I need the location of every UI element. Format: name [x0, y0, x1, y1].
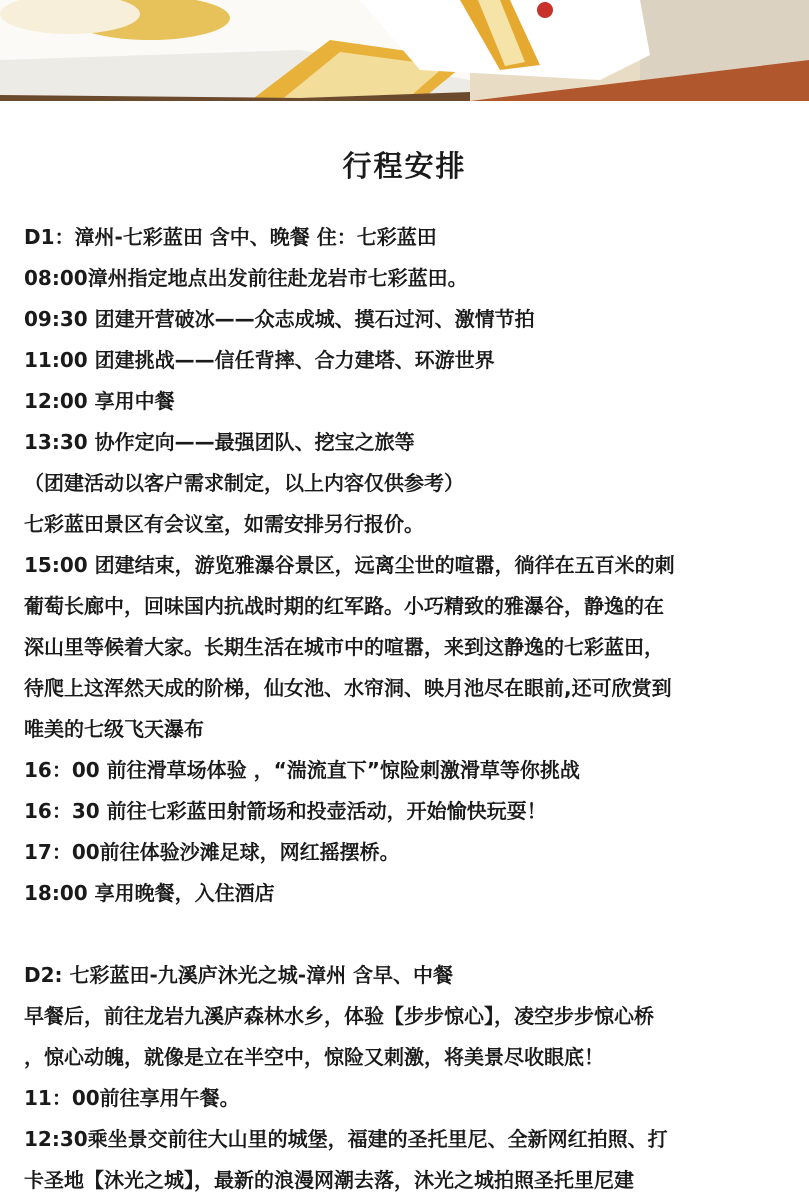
day2-line: 早餐后，前往龙岩九溪庐森林水乡，体验【步步惊心】，凌空步步惊心桥: [24, 1004, 654, 1028]
day2-line: 11：00前往享用午餐。: [24, 1086, 240, 1110]
day1-line: 08:00漳州指定地点出发前往赴龙岩市七彩蓝田。: [24, 266, 468, 290]
day1-line: 七彩蓝田景区有会议室，如需安排另行报价。: [24, 512, 424, 536]
itinerary-content: [24, 217, 789, 1201]
day1-line: 13:30 协作定向——最强团队、挖宝之旅等: [24, 430, 415, 454]
day2-line: 12:30乘坐景交前往大山里的城堡，福建的圣托里尼、全新网红拍照、打: [24, 1127, 668, 1151]
day1-line: 12:00 享用中餐: [24, 389, 175, 413]
day1-line: 葡萄长廊中，回味国内抗战时期的红军路。小巧精致的雅瀑谷，静逸的在: [24, 594, 664, 618]
day1-line: 16：30 前往七彩蓝田射箭场和投壶活动，开始愉快玩耍！: [24, 799, 547, 823]
hotel-room-icon: [0, 0, 809, 101]
hotel-room-photo: [0, 0, 809, 101]
day2-heading: D2: 七彩蓝田-九溪庐沐光之城-漳州 含早、中餐: [24, 963, 454, 987]
day1-line: 17：00前往体验沙滩足球，网红摇摆桥。: [24, 840, 400, 864]
day1-line: 18:00 享用晚餐，入住酒店: [24, 881, 275, 905]
day2-line: 卡圣地【沐光之城】，最新的浪漫网潮去落，沐光之城拍照圣托里尼建: [24, 1168, 634, 1192]
day1-line: 16：00 前往滑草场体验 ，“湍流直下”惊险刺激滑草等你挑战: [24, 758, 580, 782]
page-title: 行程安排: [342, 149, 467, 183]
day1-line: 09:30 团建开营破冰——众志成城、摸石过河、激情节拍: [24, 307, 535, 331]
section-gap: [24, 914, 789, 955]
day1-line: 唯美的七级飞天瀑布: [24, 717, 204, 741]
day1-line: 深山里等候着大家。长期生活在城市中的喧嚣，来到这静逸的七彩蓝田，: [24, 635, 664, 659]
day1-line: 待爬上这浑然天成的阶梯，仙女池、水帘洞、映月池尽在眼前,还可欣赏到: [24, 676, 672, 700]
day1-line: （团建活动以客户需求制定，以上内容仅供参考）: [24, 471, 464, 495]
day1-line: 15:00 团建结束，游览雅瀑谷景区，远离尘世的喧嚣，徜徉在五百米的刺: [24, 553, 675, 577]
day1-line: 11:00 团建挑战——信任背摔、合力建塔、环游世界: [24, 348, 495, 372]
day1-heading: D1：漳州-七彩蓝田 含中、晚餐 住：七彩蓝田: [24, 225, 437, 249]
day2-line: ，惊心动魄，就像是立在半空中，惊险又刺激，将美景尽收眼底！: [24, 1045, 604, 1069]
